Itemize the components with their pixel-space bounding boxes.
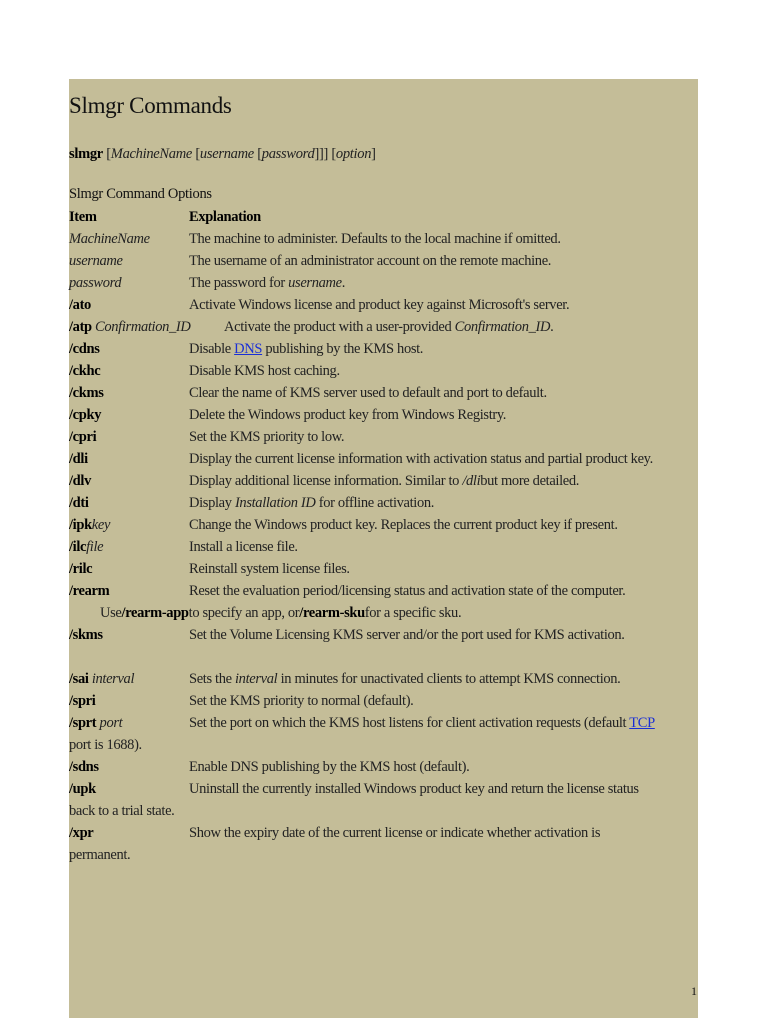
option-name: /ckms — [69, 385, 104, 401]
option-name: /xpr — [69, 825, 94, 841]
option-description: Enable DNS publishing by the KMS host (default). — [189, 759, 470, 775]
option-description: The machine to administer. Defaults to the local machine if omitted. — [189, 231, 561, 247]
option-name: /atp Confirmation_ID — [69, 319, 191, 335]
syntax-username: username — [199, 146, 254, 162]
option-description-continued: port is 1688). — [69, 737, 142, 753]
option-name: /sprt port — [69, 715, 123, 731]
syntax-bracket: [ — [102, 146, 111, 162]
option-description: Reset the evaluation period/licensing status and activation state of the computer. — [189, 583, 626, 599]
option-description: Display Installation ID for offline activation. — [189, 495, 435, 511]
option-name: username — [69, 253, 123, 269]
option-description: Set the Volume Licensing KMS server and/or the port used for KMS activation. — [189, 627, 625, 643]
option-name: /rearm — [69, 583, 110, 599]
option-description: Reinstall system license files. — [189, 561, 350, 577]
option-description: The username of an administrator account on the remote machine. — [189, 253, 552, 269]
option-description: Disable DNS publishing by the KMS host. — [189, 341, 424, 357]
option-name: /cdns — [69, 341, 100, 357]
page-number: 1 — [691, 984, 697, 998]
document-page — [69, 79, 698, 1018]
option-description: Activate Windows license and product key against Microsoft's server. — [189, 297, 570, 313]
syntax-machinename: MachineName — [110, 146, 193, 162]
option-description: Sets the interval in minutes for unactivated clients to attempt KMS connection. — [189, 671, 621, 687]
option-description-continued: back to a trial state. — [69, 803, 175, 819]
option-name: /rilc — [69, 561, 93, 577]
option-name: /ckhc — [69, 363, 101, 379]
dns-link[interactable]: DNS — [234, 341, 263, 357]
option-description: Install a license file. — [189, 539, 298, 555]
option-description: Uninstall the currently installed Windows product key and return the license status — [189, 781, 639, 797]
header-explanation: Explanation — [189, 209, 261, 225]
section-title: Slmgr Command Options — [69, 186, 212, 202]
option-name: /cpky — [69, 407, 102, 423]
option-description: The password for username. — [189, 275, 346, 291]
option-description: Delete the Windows product key from Windows Registry. — [189, 407, 507, 423]
option-name: /ipkkey — [69, 517, 111, 533]
option-name: /dti — [69, 495, 89, 511]
syntax-command: slmgr — [69, 146, 103, 162]
tcp-link[interactable]: TCP — [629, 715, 655, 731]
syntax-password: password — [261, 146, 315, 162]
option-name: /ilcfile — [69, 539, 104, 555]
syntax-bracket: [ — [192, 146, 200, 162]
option-name: password — [69, 275, 122, 291]
header-item: Item — [69, 209, 97, 225]
option-description: Display the current license information with activation status and partial product key. — [189, 451, 653, 467]
option-description-continued: permanent. — [69, 847, 131, 863]
option-description: Set the KMS priority to normal (default). — [189, 693, 414, 709]
option-description: Clear the name of KMS server used to default and port to default. — [189, 385, 547, 401]
syntax-option: option — [335, 146, 372, 162]
option-name: /ato — [69, 297, 91, 313]
option-description: Show the expiry date of the current license or indicate whether activation is — [189, 825, 601, 841]
option-description: Set the port on which the KMS host listens for client activation requests (default TCP — [189, 715, 655, 731]
option-description: Change the Windows product key. Replaces the current product key if present. — [189, 517, 618, 533]
option-description: Display additional license information. Similar to /dlibut more detailed. — [189, 473, 580, 489]
option-description: Activate the product with a user-provided Confirmation_ID. — [224, 319, 554, 335]
option-name: /sdns — [69, 759, 99, 775]
option-name: MachineName — [69, 231, 150, 247]
option-name: /upk — [69, 781, 96, 797]
option-name: /spri — [69, 693, 96, 709]
option-description-continued: Use/rearm-appto specify an app, or/rearm-skufor a specific sku. — [100, 605, 462, 621]
option-description: Disable KMS host caching. — [189, 363, 340, 379]
page-title: Slmgr Commands — [69, 93, 232, 118]
syntax-bracket: ]]] [ — [314, 146, 336, 162]
option-name: /cpri — [69, 429, 97, 445]
syntax-bracket: [ — [253, 146, 262, 162]
option-name: /skms — [69, 627, 103, 643]
option-name: /dli — [69, 451, 88, 467]
option-name: /sai interval — [69, 671, 135, 687]
command-syntax — [69, 146, 376, 163]
syntax-bracket: ] — [371, 146, 376, 162]
option-description: Set the KMS priority to low. — [189, 429, 345, 445]
option-name: /dlv — [69, 473, 91, 489]
